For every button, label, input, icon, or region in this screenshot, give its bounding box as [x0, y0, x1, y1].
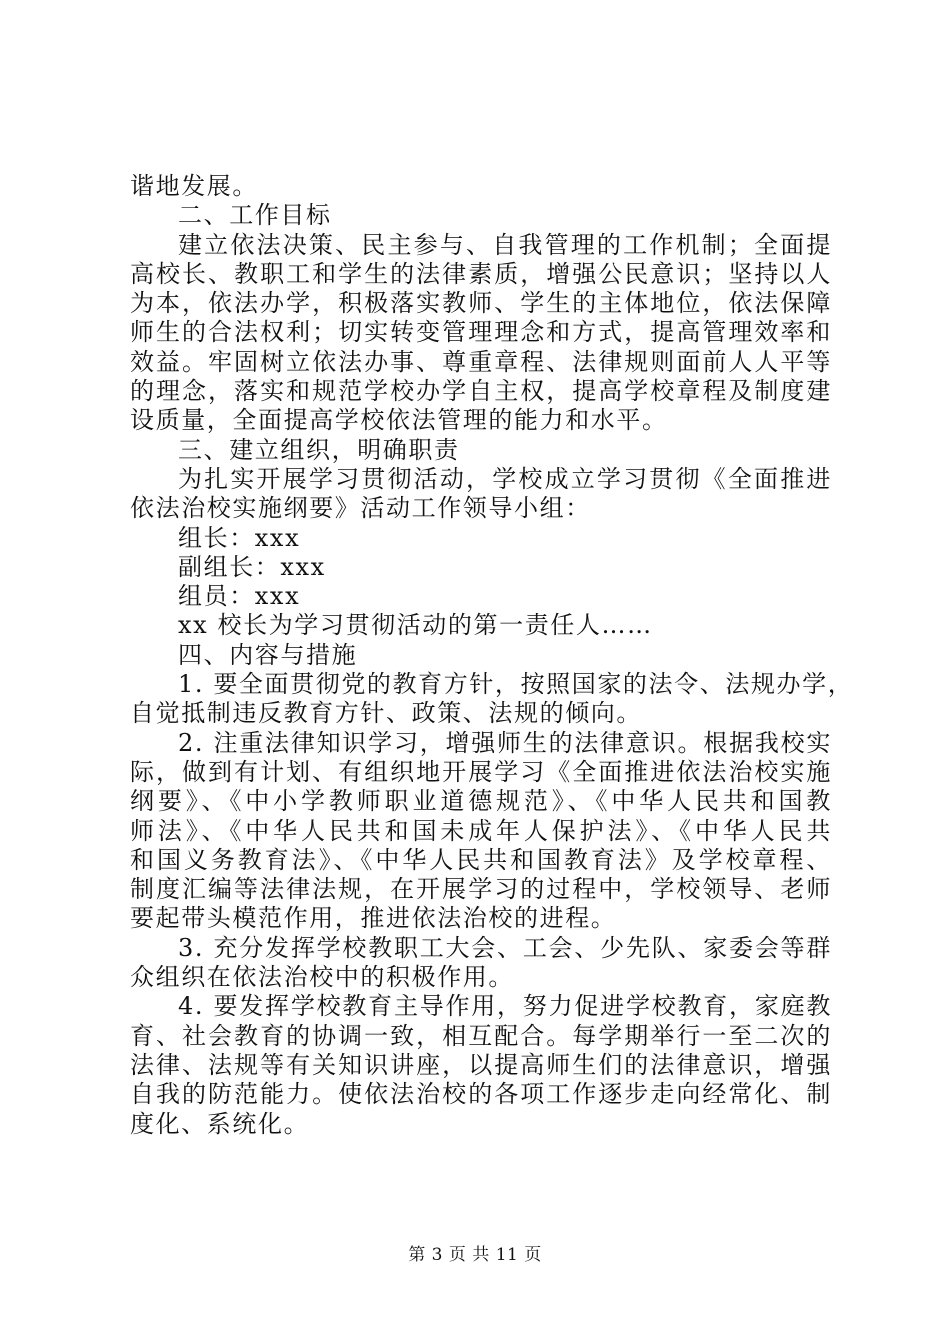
list-item-text: 1. 要全面贯彻党的教育方针，按照国家的法令、法规办学， [178, 670, 854, 699]
list-item-text: 育、社会教育的协调一致，相互配合。每学期举行一至二次的 [130, 1021, 832, 1050]
list-item-text: 3. 充分发挥学校教职工大会、工会、少先队、家委会等群 [178, 933, 832, 962]
page-number-footer: 第 3 页 共 11 页 [408, 1245, 542, 1265]
list-item-text: 际，做到有计划、有组织地开展学习《全面推进依法治校实施 [130, 757, 832, 786]
list-item-text: 法律、法规等有关知识讲座，以提高师生们的法律意识，增强 [130, 1050, 832, 1079]
list-item-text: 纲要》、《中小学教师职业道德规范》、《中华人民共和国教 [130, 787, 832, 816]
text-line: 为扎实开展学习贯彻活动，学校成立学习贯彻《全面推进 [178, 464, 832, 493]
list-item-text: 众组织在依法治校中的积极作用。 [130, 963, 514, 992]
document-body [130, 172, 854, 1139]
text-line: 的理念，落实和规范学校办学自主权，提高学校章程及制度建 [130, 377, 832, 406]
text-line: 建立依法决策、民主参与、自我管理的工作机制；全面提 [178, 230, 832, 259]
list-item-text: 制度汇编等法律法规，在开展学习的过程中，学校领导、老师 [130, 875, 832, 904]
text-line: 效益。牢固树立依法办事、尊重章程、法律规则面前人人平等 [130, 347, 832, 376]
text-line: 谐地发展。 [130, 172, 258, 200]
text-line: 为本，依法办学，积极落实教师、学生的主体地位，依法保障 [130, 289, 832, 318]
list-item-text: 度化、系统化。 [130, 1109, 310, 1138]
list-item-text: 和国义务教育法》、《中华人民共和国教育法》及学校章程、 [130, 845, 832, 874]
group-leader-line: 组长：xxx [178, 523, 301, 552]
section-heading: 三、建立组织，明确职责 [178, 435, 460, 464]
list-item-text: 要起带头模范作用，推进依法治校的进程。 [130, 904, 617, 933]
list-item-text: 师法》、《中华人民共和国未成年人保护法》、《中华人民共 [130, 816, 832, 845]
text-line: xx 校长为学习贯彻活动的第一责任人…… [178, 611, 653, 640]
deputy-leader-line: 副组长：xxx [178, 552, 326, 581]
text-line: 依法治校实施纲要》活动工作领导小组： [130, 494, 591, 523]
text-line: 高校长、教职工和学生的法律素质，增强公民意识；坚持以人 [130, 259, 832, 288]
list-item-text: 4. 要发挥学校教育主导作用，努力促进学校教育，家庭教 [178, 992, 832, 1021]
list-item-text: 2. 注重法律知识学习，增强师生的法律意识。根据我校实 [178, 728, 832, 757]
list-item-text: 自我的防范能力。使依法治校的各项工作逐步走向经常化、制 [130, 1080, 832, 1109]
section-heading: 四、内容与措施 [178, 640, 358, 669]
text-line: 设质量，全面提高学校依法管理的能力和水平。 [130, 406, 668, 435]
text-line: 师生的合法权利；切实转变管理理念和方式，提高管理效率和 [130, 318, 832, 347]
section-heading: 二、工作目标 [178, 201, 332, 230]
group-member-line: 组员：xxx [178, 582, 301, 611]
list-item-text: 自觉抵制违反教育方针、政策、法规的倾向。 [130, 699, 642, 728]
